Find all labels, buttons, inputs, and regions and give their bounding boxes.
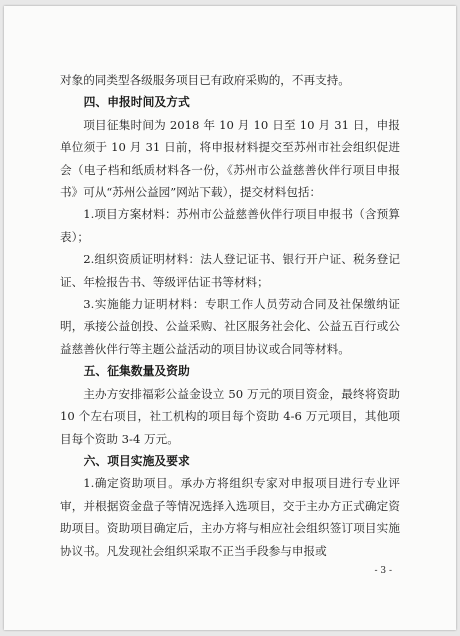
paragraph-materials-2: 2.组织资质证明材料：法人登记证书、银行开户证、税务登记证、年检报告书、等级评估证书等材料； <box>60 252 400 289</box>
paragraph-materials-1: 1.项目方案材料：苏州市公益慈善伙伴行项目申报书（含预算表）； <box>60 207 400 244</box>
paragraph-funding: 主办方安排福彩公益金设立 50 万元的项目资金，最终将资助 10 个左右项目，社工机构的项目每个资助 4-6 万元项目，其他项目每个资助 3-4 万元。 <box>60 386 400 446</box>
section-heading-4: 四、申报时间及方式 <box>83 95 190 110</box>
section-heading-5: 五、征集数量及资助 <box>83 364 190 379</box>
paragraph-application-period: 项目征集时间为 2018 年 10 月 10 日至 10 月 31 日，申报单位须于 10 月 31 日前，将申报材料提交至苏州市社会组织促进会（电子档和纸质材料各一份，《苏州市公益慈善伙伴行项目申报书》可从“苏州公益园”网站下载），提交材料包括： <box>60 117 400 200</box>
section-heading-6: 六、项目实施及要求 <box>83 453 190 468</box>
paragraph-materials-3: 3.实施能力证明材料：专职工作人员劳动合同及社保缴纳证明，承接公益创投、公益采购、社区服务社会化、公益五百行或公益慈善伙伴行等主题公益活动的项目协议或合同等材料。 <box>60 297 400 356</box>
document-page <box>4 6 456 630</box>
paragraph-implementation-1: 1.确定资助项目。承办方将组织专家对申报项目进行专业评审，并根据资金盘子等情况选择入选项目，交于主办方正式确定资助项目。资助项目确定后，主办方将与相应社会组织签订项目实施协议书。凡发现社会组织采取不正当手段参与申报或 <box>60 476 400 558</box>
paragraph-continuation: 对象的同类型各级服务项目已有政府采购的，不再支持。 <box>60 73 350 87</box>
document-body <box>60 69 400 562</box>
page-number: - 3 - <box>374 566 392 576</box>
